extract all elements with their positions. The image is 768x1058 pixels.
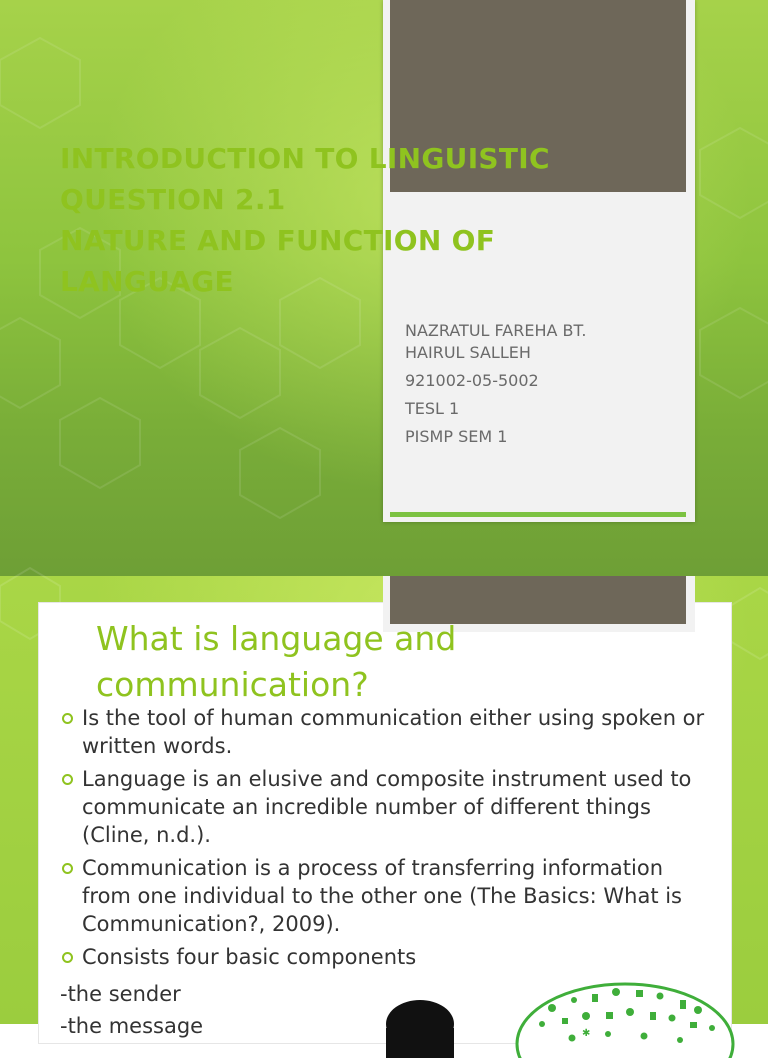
bullet-text: Is the tool of human communication either using spoken or written words. [82,706,705,758]
slide-title [96,616,656,708]
bullet-ring-icon [62,863,73,874]
component-item: -the sender [60,982,181,1006]
panel-accent-bar [390,512,686,517]
bullet-ring-icon [62,774,73,785]
title-line: communication? [96,665,369,704]
list-item [62,704,712,760]
list-item [62,854,712,938]
title-line: What is language and [96,619,457,658]
bullet-list [62,704,712,976]
course-label: TESL 1 [405,399,460,418]
programme-label: PISMP SEM 1 [405,427,508,446]
title-line: NATURE AND FUNCTION OF [60,224,496,257]
list-item [62,765,712,849]
component-item: -the message [60,1014,204,1038]
author-name-line: HAIRUL SALLEH [405,343,531,362]
content-slide [0,576,768,1039]
author-info [405,320,675,448]
bullet-ring-icon [62,713,73,724]
eco-globe-icon [512,978,738,1058]
svg-text:✱: ✱ [582,1028,591,1039]
person-silhouette-icon [376,992,460,1052]
bullet-text: Communication is a process of transferring information from one individual to the other one (The Basics: What is Communication?, 2009). [82,856,682,936]
bullet-text: Consists four basic components [82,945,417,969]
author-name-line: NAZRATUL FAREHA BT. [405,321,587,340]
student-id: 921002-05-5002 [405,371,539,390]
title-line: QUESTION 2.1 [60,183,286,216]
slide-title [60,138,580,302]
title-line: INTRODUCTION TO LINGUISTIC [60,142,550,175]
bullet-ring-icon [62,952,73,963]
list-item [62,943,712,971]
title-line: LANGUAGE [60,265,234,298]
bullet-text: Language is an elusive and composite instrument used to communicate an incredible number of different things (Cline, n.d.). [82,767,692,847]
